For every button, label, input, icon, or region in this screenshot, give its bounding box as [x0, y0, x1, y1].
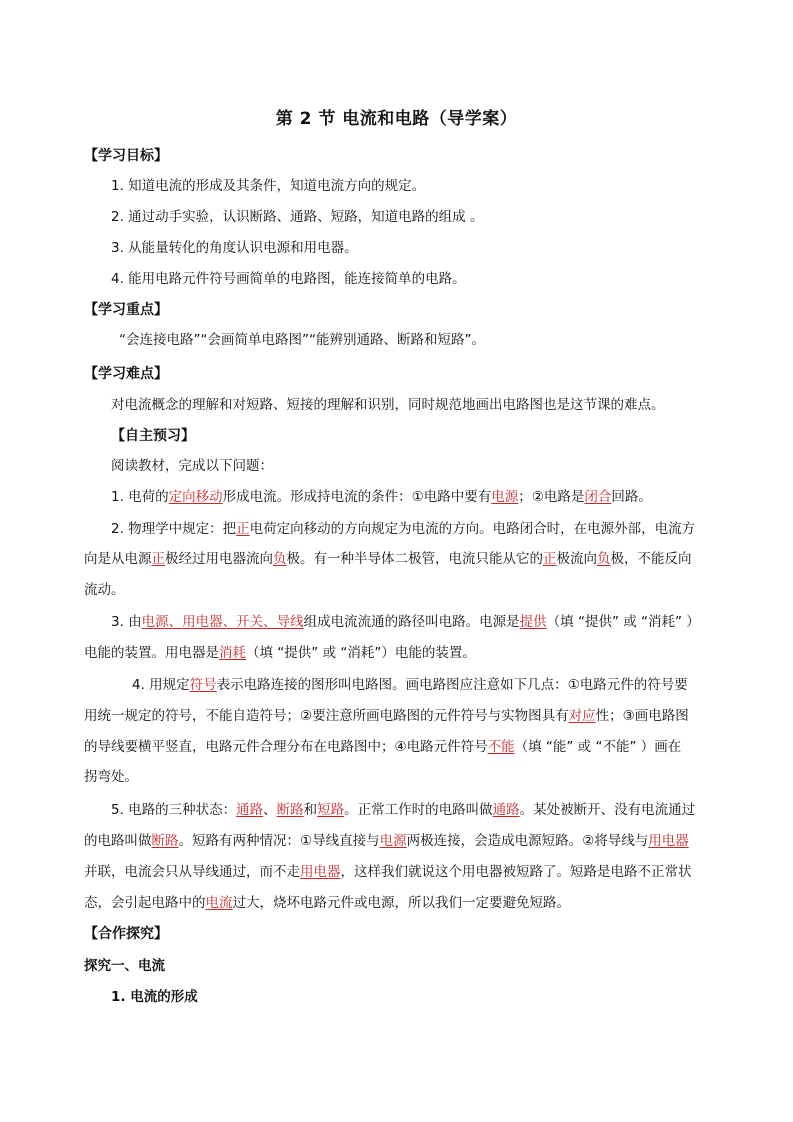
preview-question-5-line-3: 并联，电流会只从导线通过，而不走用电器，这样我们就说这个用电器被短路了。短路是电路不正常状 — [84, 864, 692, 880]
preview-question-5-line-4: 态，会引起电路中的电流过大，烧坏电路元件或电源，所以我们一定要避免短路。 — [84, 895, 570, 911]
answer-blank: 断路 — [276, 802, 304, 818]
preview-question-4-line-3: 的导线要横平竖直，电路元件合理分布在电路图中；④电路元件符号不能（填 “能” 或 “不能” ）画在 — [84, 739, 682, 755]
goal-item: 2. 通过动手实验，认识断路、通路、短路，知道电路的组成 。 — [111, 209, 484, 225]
focus-text: “会连接电路”“会画简单电路图”“能辨别通路、断路和短路”。 — [119, 332, 485, 348]
page-title: 第 2 节 电流和电路（导学案） — [275, 109, 518, 129]
answer-blank: 电源 — [379, 833, 407, 849]
section-focus-heading: 【学习重点】 — [84, 302, 168, 318]
preview-intro: 阅读教材，完成以下问题： — [111, 458, 273, 474]
answer-blank: 导线 — [276, 614, 304, 630]
section-difficulty-heading: 【学习难点】 — [84, 366, 168, 382]
explore-1-heading: 探究一、电流 — [84, 958, 165, 974]
answer-blank: 消耗 — [219, 645, 246, 661]
answer-blank: 电源 — [491, 489, 519, 505]
preview-question-2-line-2: 向是从电源正极经过用电器流向负极。有一种半导体二极管，电流只能从它的正极流向负极，不能反向 — [84, 551, 692, 567]
answer-blank: 正 — [543, 551, 557, 567]
answer-blank: 通路 — [492, 802, 520, 818]
answer-blank: 负 — [273, 551, 287, 567]
preview-question-4-line-2: 用统一规定的符号，不能自造符号；②要注意所画电路图的元件符号与实物图具有对应性；③画电路图 — [84, 708, 689, 724]
answer-blank: 定向移动 — [168, 489, 223, 505]
answer-blank: 正 — [151, 551, 165, 567]
preview-question-2-line-3: 流动。 — [84, 582, 125, 598]
goal-item: 4. 能用电路元件符号画简单的电路图，能连接简单的电路。 — [111, 271, 466, 287]
answer-blank: 用电器 — [182, 614, 223, 630]
section-explore-heading: 【合作探究】 — [84, 926, 168, 942]
goal-item: 3. 从能量转化的角度认识电源和用电器。 — [111, 240, 358, 256]
preview-question-3-line-2: 电能的装置。用电器是消耗（填 “提供” 或 “消耗”）电能的装置。 — [84, 645, 476, 661]
preview-question-4-line-4: 拐弯处。 — [84, 769, 138, 785]
answer-blank: 开关 — [236, 614, 264, 630]
section-preview-heading: 【自主预习】 — [111, 428, 195, 444]
answer-blank: 提供 — [519, 614, 547, 630]
difficulty-text: 对电流概念的理解和对短路、短接的理解和识别，同时规范地画出电路图也是这节课的难点。 — [111, 397, 665, 413]
answer-blank: 负 — [597, 551, 611, 567]
answer-blank: 通路 — [236, 802, 264, 818]
preview-question-5-line-2: 的电路叫做断路。短路有两种情况：①导线直接与电源两极连接，会造成电源短路。②将导线与用电器 — [84, 833, 689, 849]
answer-blank: 电流 — [205, 895, 233, 911]
answer-blank: 用电器 — [648, 833, 689, 849]
preview-question-3: 3. 由电源、用电器、开关、导线组成电流流通的路径叫电路。电源是提供（填 “提供” 或 “消耗” ） — [111, 614, 700, 630]
answer-blank: 用电器 — [300, 864, 341, 880]
goal-item: 1. 知道电流的形成及其条件，知道电流方向的规定。 — [111, 178, 426, 194]
preview-question-2: 2. 物理学中规定：把正电荷定向移动的方向规定为电流的方向。电路闭合时，在电源外部，电流方 — [111, 521, 696, 537]
answer-blank: 电源 — [141, 614, 169, 630]
preview-question-4: 4. 用规定符号表示电路连接的图形叫电路图。画电路图应注意如下几点：①电路元件的符号要 — [132, 677, 688, 693]
answer-blank: 符号 — [189, 677, 217, 693]
explore-1-item: 1. 电流的形成 — [111, 989, 198, 1005]
preview-question-1: 1. 电荷的定向移动形成电流。形成持电流的条件：①电路中要有电源；②电路是闭合回路。 — [111, 489, 652, 505]
answer-blank: 正 — [236, 521, 250, 537]
answer-blank: 对应 — [568, 708, 596, 724]
preview-question-5: 5. 电路的三种状态：通路、断路和短路。正常工作时的电路叫做通路。某处被断开、没有电流通过 — [111, 802, 696, 818]
answer-blank: 不能 — [487, 739, 515, 755]
answer-blank: 短路 — [317, 802, 345, 818]
answer-blank: 闭合 — [584, 489, 612, 505]
answer-blank: 断路 — [151, 833, 179, 849]
section-goals-heading: 【学习目标】 — [84, 148, 168, 164]
